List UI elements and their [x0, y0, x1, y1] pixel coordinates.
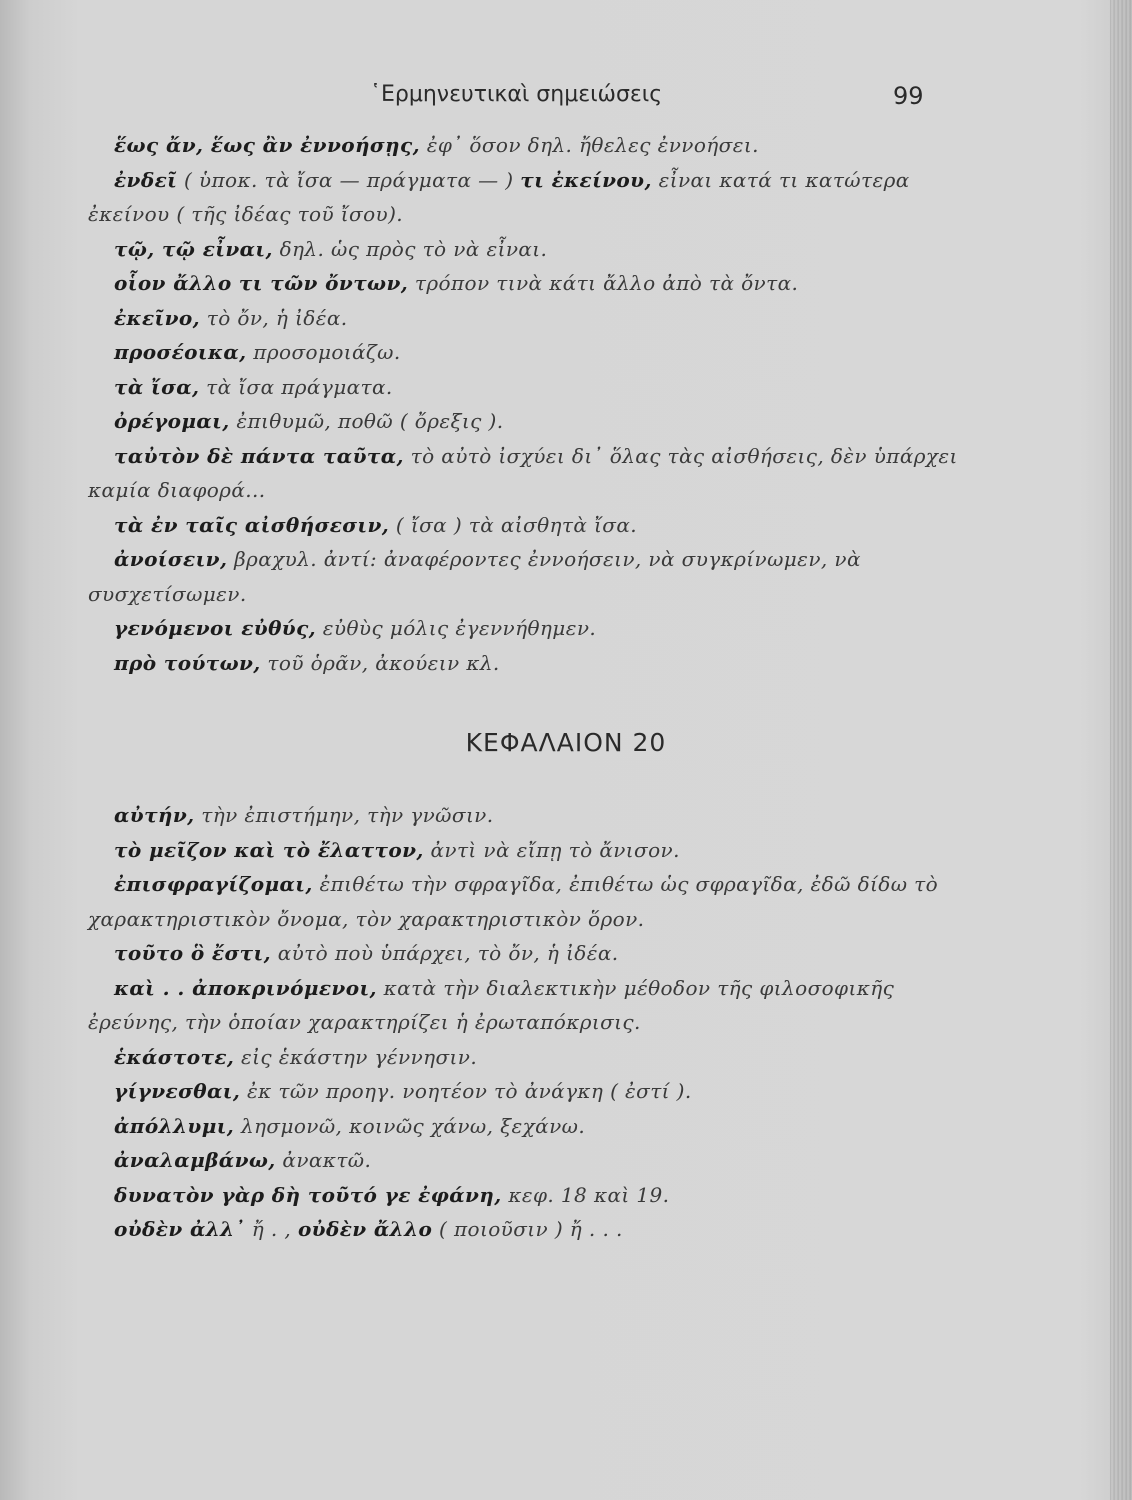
note-entry [88, 833, 958, 868]
note-gloss: ἀνακτῶ. [275, 1148, 372, 1172]
note-gloss: ἐπιθέτω τὴν σφραγῖδα, ἐπιθέτω ὡς σφραγῖδα, ἐδῶ δίδω τὸ χαρακτηριστικὸν ὄνομα, τὸν χαρακτηριστικὸν ὅρον. [88, 872, 939, 931]
note-gloss: ( ὑποκ. τὰ ἴσα — πράγματα — ) [177, 167, 521, 192]
note-term: ὀρέγομαι, [114, 409, 230, 433]
note-entry [88, 163, 958, 232]
note-gloss: λησμονῶ, κοινῶς χάνω, ξεχάνω. [234, 1113, 586, 1138]
note-term: καὶ . . ἀποκρινόμενοι, [114, 975, 377, 1000]
note-entry [88, 508, 958, 543]
note-term: ἀναλαμβάνω, [114, 1148, 276, 1172]
note-term: ἐπισφραγίζομαι, [114, 872, 313, 896]
note-gloss: εἶναι κατά τι κατώτερα ἐκείνου ( τῆς ἰδέας τοῦ ἴσου). [88, 167, 910, 226]
note-gloss: ἐφ᾽ ὅσον δηλ. ἤθελες ἐννοήσει. [419, 133, 759, 157]
note-term: οὐδὲν ἄλλο [297, 1217, 433, 1241]
notes-section-top [88, 128, 958, 680]
note-term: γενόμενοι εὐθύς, [114, 616, 317, 640]
note-term: ἕως ἄν, ἕως ἂν ἐννοήσῃς, [114, 133, 420, 157]
note-gloss: ἐκ τῶν προηγ. νοητέον τὸ ἀνάγκη ( ἐστί ). [240, 1079, 692, 1103]
note-term: δυνατὸν γὰρ δὴ τοῦτό γε ἐφάνη, [114, 1182, 502, 1207]
note-gloss: κεφ. 18 καὶ 19. [501, 1182, 670, 1207]
running-title: ῾Ερμηνευτικαὶ σημειώσεις [370, 82, 663, 107]
chapter-heading: ΚΕΦΑΛΑΙΟΝ 20 [465, 728, 667, 757]
note-entry [88, 439, 958, 508]
note-term: αὐτήν, [114, 803, 195, 827]
note-gloss: ἐπιθυμῶ, ποθῶ ( ὄρεξις ). [229, 409, 504, 433]
note-term: ἀπόλλυμι, [114, 1113, 235, 1138]
note-entry [88, 1143, 958, 1178]
note-gloss: βραχυλ. ἀντί: ἀναφέροντες ἐννοήσειν, νὰ συγκρίνωμεν, νὰ συσχετίσωμεν. [88, 547, 861, 606]
note-entry [88, 370, 958, 405]
note-term: πρὸ τούτων, [114, 650, 261, 675]
note-term: οἷον ἄλλο τι τῶν ὄντων, [114, 271, 409, 295]
note-entry [88, 128, 958, 163]
note-gloss: δηλ. ὡς πρὸς τὸ νὰ εἶναι. [272, 236, 548, 261]
note-entry [88, 335, 958, 370]
note-gloss: τὴν ἐπιστήμην, τὴν γνῶσιν. [194, 803, 494, 827]
note-gloss: ( ποιοῦσιν ) ἤ . . . [432, 1217, 623, 1241]
note-entry [88, 1040, 958, 1075]
note-entry [88, 301, 958, 336]
note-term: τοῦτο ὃ ἔστι, [114, 941, 271, 965]
note-gloss: κατὰ τὴν διαλεκτικὴν μέθοδον τῆς φιλοσοφικῆς ἐρεύνης, τὴν ὁποίαν χαρακτηρίζει ἡ ἐρωταπόκρισις. [88, 975, 895, 1034]
note-gloss: ἤ . , [245, 1217, 298, 1241]
note-entry [88, 646, 958, 681]
note-term: ἐκεῖνο, [114, 305, 200, 330]
note-term: τι ἐκείνου, [520, 167, 652, 192]
note-term: ἀνοίσειν, [114, 547, 228, 571]
note-entry [88, 936, 958, 971]
note-gloss: αὐτὸ ποὺ ὑπάρχει, τὸ ὄν, ἡ ἰδέα. [270, 941, 619, 965]
note-entry [88, 404, 958, 439]
note-entry [88, 1178, 958, 1213]
note-entry [88, 266, 958, 301]
note-entry [88, 611, 958, 646]
page-number: 99 [893, 82, 924, 110]
note-gloss: προσομοιάζω. [246, 340, 401, 364]
note-gloss: τοῦ ὁρᾶν, ἀκούειν κλ. [260, 650, 500, 675]
running-header [0, 78, 1132, 112]
note-term: ταὐτὸν δὲ πάντα ταῦτα, [114, 443, 404, 468]
notes-section-bottom [88, 798, 958, 1247]
note-gloss: εὐθὺς μόλις ἐγεννήθημεν. [316, 616, 597, 640]
note-term: προσέοικα, [114, 340, 247, 364]
note-term: οὐδὲν ἀλλ᾽ [114, 1217, 245, 1241]
note-entry [88, 1109, 958, 1144]
note-entry [88, 867, 958, 936]
note-term: τῷ, τῷ εἶναι, [114, 236, 273, 261]
note-term: ἑκάστοτε, [114, 1044, 235, 1069]
note-term: τὸ μεῖζον καὶ τὸ ἔλαττον, [114, 837, 424, 862]
note-entry [88, 798, 958, 833]
note-gloss: τὸ αὐτὸ ἰσχύει δι᾽ ὅλας τὰς αἰσθήσεις, δὲν ὑπάρχει καμία διαφορά... [88, 443, 958, 502]
note-gloss: τὰ ἴσα πράγματα. [199, 374, 393, 399]
note-gloss: ἀντὶ νὰ εἴπῃ τὸ ἄνισον. [423, 837, 680, 862]
note-entry [88, 1074, 958, 1109]
note-term: τὰ ἴσα, [114, 374, 200, 399]
note-entry [88, 971, 958, 1040]
note-entry [88, 1212, 958, 1247]
note-gloss: ( ἴσα ) τὰ αἰσθητὰ ἴσα. [389, 512, 638, 537]
note-gloss: τὸ ὄν, ἡ ἰδέα. [199, 305, 348, 330]
note-gloss: εἰς ἑκάστην γέννησιν. [234, 1044, 478, 1069]
note-entry [88, 542, 958, 611]
note-entry [88, 232, 958, 267]
note-gloss: τρόπον τινὰ κάτι ἄλλο ἀπὸ τὰ ὄντα. [408, 271, 799, 295]
note-term: τὰ ἐν ταῖς αἰσθήσεσιν, [114, 512, 390, 537]
note-term: ἐνδεῖ [114, 167, 178, 192]
note-term: γίγνεσθαι, [114, 1079, 241, 1103]
